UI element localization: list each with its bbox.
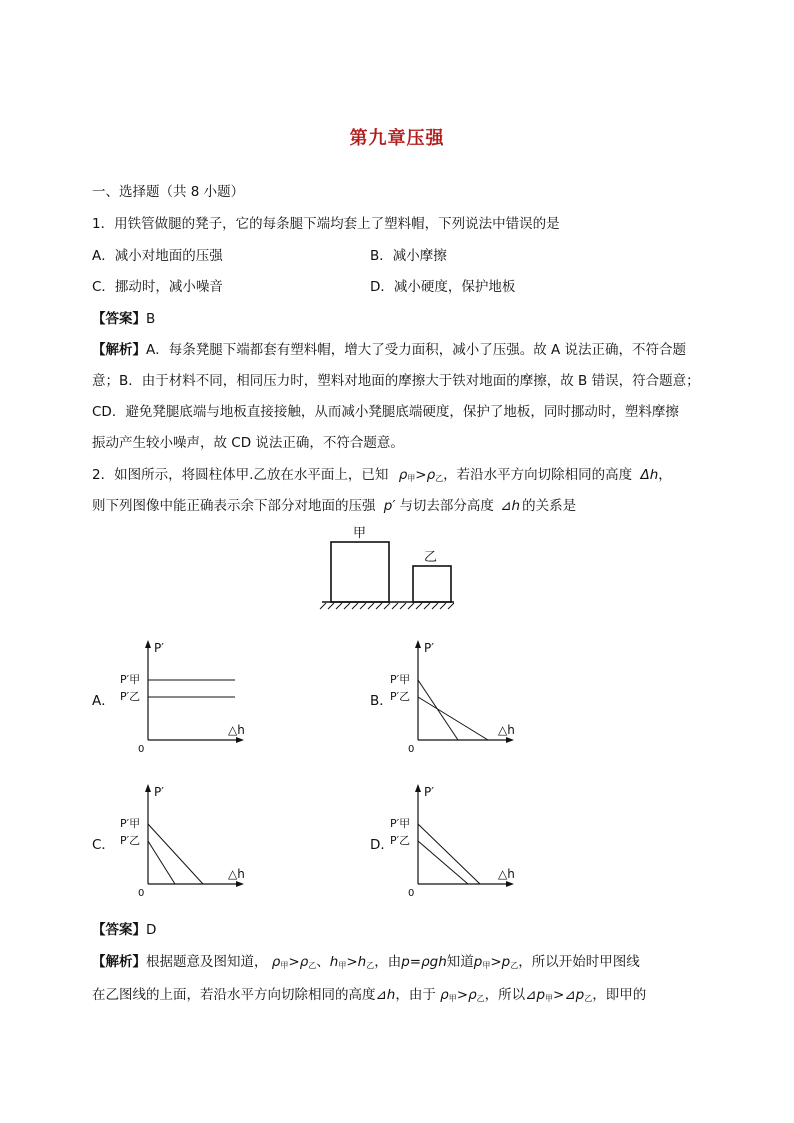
q1-analysis-line-3: CD．避免凳腿底端与地板直接接触，从而减小凳腿底端硬度，保护了地板，同时挪动时，塑料摩擦 bbox=[92, 404, 679, 420]
p-yi-label: P′乙 bbox=[390, 690, 411, 703]
h-symbol: h bbox=[329, 954, 339, 970]
hatch-mark bbox=[432, 603, 438, 609]
cylinder-jia bbox=[331, 542, 389, 602]
hatch-mark bbox=[400, 603, 406, 609]
rho-symbol: ρ bbox=[426, 467, 436, 483]
answer-value: D bbox=[146, 922, 157, 938]
analysis-text: 知道 bbox=[446, 954, 474, 970]
sub-yi: 乙 bbox=[584, 994, 593, 1003]
x-axis-arrow bbox=[236, 737, 244, 743]
x-axis-label: △h bbox=[498, 867, 515, 881]
analysis-text: 根据题意及图知道， bbox=[146, 954, 268, 970]
p-yi-label: P′乙 bbox=[390, 834, 411, 847]
gt-symbol: > bbox=[346, 954, 358, 970]
analysis-text: ，由 bbox=[374, 954, 402, 970]
graph-d[interactable] bbox=[380, 780, 530, 900]
label-yi: 乙 bbox=[424, 550, 438, 565]
hatch-mark bbox=[384, 603, 390, 609]
hatch-mark bbox=[440, 603, 446, 609]
p-jia-label: P′甲 bbox=[120, 673, 141, 686]
origin-label: 0 bbox=[408, 744, 415, 755]
rho-symbol: ρ bbox=[440, 987, 449, 1003]
x-axis-label: △h bbox=[228, 723, 245, 737]
gt-symbol: > bbox=[456, 987, 469, 1003]
rho-symbol: ρ bbox=[299, 954, 309, 970]
y-axis-label: P′ bbox=[154, 641, 164, 655]
hatch-mark bbox=[408, 603, 414, 609]
y-axis-arrow bbox=[145, 784, 151, 792]
line-yi bbox=[418, 697, 488, 740]
hatch-mark bbox=[360, 603, 366, 609]
x-axis-label: △h bbox=[498, 723, 515, 737]
rho-symbol: ρ bbox=[271, 954, 281, 970]
origin-label: 0 bbox=[408, 888, 415, 899]
hatch-mark bbox=[448, 603, 454, 609]
p-symbol: p bbox=[501, 954, 511, 970]
x-axis-arrow bbox=[236, 881, 244, 887]
q2-text: 则下列图像中能正确表示余下部分对地面的压强 bbox=[92, 498, 376, 514]
y-axis-label: P′ bbox=[154, 785, 164, 799]
formula: p=ρgh bbox=[401, 954, 447, 970]
hatch-mark bbox=[392, 603, 398, 609]
sub-jia: 甲 bbox=[280, 961, 289, 970]
hatch-mark bbox=[336, 603, 342, 609]
option-d-label[interactable]: D． bbox=[370, 837, 394, 853]
answer-value: B bbox=[146, 311, 156, 327]
analysis-text: ，所以 bbox=[484, 987, 526, 1003]
rho-symbol: ρ bbox=[468, 987, 477, 1003]
sub-jia: 甲 bbox=[482, 961, 491, 970]
analysis-text: ，所以开始时甲图线 bbox=[518, 954, 640, 970]
option-a-label[interactable]: A． bbox=[92, 693, 115, 709]
analysis-tag: 【解析】 bbox=[92, 954, 146, 970]
y-axis-label: P′ bbox=[424, 641, 434, 655]
sub-jia: 甲 bbox=[407, 474, 416, 483]
q1-option-c[interactable]: C．挪动时，减小噪音 bbox=[92, 279, 223, 295]
q2-text: ，若沿水平方向切除相同的高度 bbox=[443, 467, 633, 483]
gt-symbol: > bbox=[415, 467, 427, 483]
delta-h: Δh bbox=[640, 467, 659, 483]
delta-h: ⊿h bbox=[500, 498, 521, 514]
q2-stem-line-2 bbox=[92, 494, 576, 514]
sub-yi: 乙 bbox=[366, 961, 375, 970]
q1-stem: 1．用铁管做腿的凳子，它的每条腿下端均套上了塑料帽，下列说法中错误的是 bbox=[92, 216, 560, 232]
gt-symbol: > bbox=[288, 954, 300, 970]
graph-b[interactable] bbox=[380, 636, 530, 756]
option-b-label[interactable]: B． bbox=[370, 693, 393, 709]
hatch-mark bbox=[328, 603, 334, 609]
sub-jia: 甲 bbox=[338, 961, 347, 970]
p-jia-label: P′甲 bbox=[120, 817, 141, 830]
x-axis-label: △h bbox=[228, 867, 245, 881]
p-yi-label: P′乙 bbox=[120, 834, 141, 847]
line-yi bbox=[148, 841, 175, 884]
y-axis-label: P′ bbox=[424, 785, 434, 799]
cylinder-yi bbox=[413, 566, 451, 602]
analysis-text: ，即甲的 bbox=[592, 987, 647, 1003]
analysis-text: ，由于 bbox=[395, 987, 436, 1003]
ground-hatch bbox=[320, 603, 454, 609]
q2-text: 2．如图所示，将圆柱体甲.乙放在水平面上，已知 bbox=[92, 467, 389, 483]
hatch-mark bbox=[352, 603, 358, 609]
sub-yi: 乙 bbox=[308, 961, 317, 970]
q2-analysis-line-1 bbox=[92, 950, 640, 971]
graph-a[interactable] bbox=[110, 636, 260, 756]
rho-symbol: ρ bbox=[398, 467, 408, 483]
gt-symbol: > bbox=[490, 954, 502, 970]
analysis-text: 、 bbox=[316, 954, 330, 970]
hatch-mark bbox=[368, 603, 374, 609]
label-jia: 甲 bbox=[353, 526, 367, 541]
graph-c[interactable] bbox=[110, 780, 260, 900]
p-jia-label: P′甲 bbox=[390, 673, 411, 686]
q1-answer bbox=[92, 307, 155, 327]
q1-analysis-line-4: 振动产生较小噪声，故 CD 说法正确，不符合题意。 bbox=[92, 435, 404, 451]
h-symbol: h bbox=[357, 954, 367, 970]
delta-p: ⊿p bbox=[564, 987, 585, 1003]
cylinders-figure bbox=[318, 520, 458, 610]
section-heading: 一、选择题（共 8 小题） bbox=[92, 184, 245, 200]
origin-label: 0 bbox=[138, 888, 145, 899]
answer-tag: 【答案】 bbox=[92, 311, 146, 327]
q2-answer bbox=[92, 918, 156, 938]
x-axis-arrow bbox=[506, 881, 514, 887]
delta-h: ⊿h bbox=[375, 987, 396, 1003]
q2-text: 与切去部分高度 bbox=[399, 498, 494, 514]
line-jia bbox=[418, 680, 458, 740]
hatch-mark bbox=[376, 603, 382, 609]
sub-yi: 乙 bbox=[510, 961, 519, 970]
p-symbol: p bbox=[473, 954, 483, 970]
q1-analysis-line-1 bbox=[92, 338, 686, 358]
origin-label: 0 bbox=[138, 744, 145, 755]
q1-option-b[interactable]: B．减小摩擦 bbox=[370, 248, 447, 264]
p-yi-label: P′乙 bbox=[120, 690, 141, 703]
analysis-tag: 【解析】 bbox=[92, 342, 146, 358]
q2-text: 的关系是 bbox=[522, 498, 577, 514]
p-prime: p′ bbox=[383, 498, 396, 514]
q1-option-a[interactable]: A．减小对地面的压强 bbox=[92, 248, 223, 264]
analysis-text: A．每条凳腿下端都套有塑料帽，增大了受力面积，减小了压强。故 A 说法正确，不符合题 bbox=[146, 342, 687, 358]
delta-p: ⊿p bbox=[525, 987, 546, 1003]
hatch-mark bbox=[424, 603, 430, 609]
hatch-mark bbox=[416, 603, 422, 609]
y-axis-arrow bbox=[415, 784, 421, 792]
sub-jia: 甲 bbox=[545, 994, 554, 1003]
line-yi bbox=[418, 841, 468, 884]
hatch-mark bbox=[320, 603, 326, 609]
y-axis-arrow bbox=[415, 640, 421, 648]
sub-jia: 甲 bbox=[448, 994, 457, 1003]
q1-option-d[interactable]: D．减小硬度，保护地板 bbox=[370, 279, 516, 295]
analysis-text: 在乙图线的上面，若沿水平方向切除相同的高度 bbox=[92, 987, 376, 1003]
sub-yi: 乙 bbox=[476, 994, 485, 1003]
q2-stem-line-1 bbox=[92, 463, 672, 484]
y-axis-arrow bbox=[145, 640, 151, 648]
q2-text: ， bbox=[658, 467, 672, 483]
page-title: 第九章压强 bbox=[349, 128, 445, 149]
sub-yi: 乙 bbox=[435, 474, 444, 483]
hatch-mark bbox=[344, 603, 350, 609]
q1-analysis-line-2: 意；B．由于材料不同，相同压力时，塑料对地面的摩擦大于铁对地面的摩擦，故 B 错误，符合题意； bbox=[92, 373, 700, 389]
gt-symbol: > bbox=[553, 987, 565, 1003]
q2-analysis-line-2 bbox=[92, 983, 646, 1004]
option-c-label[interactable]: C． bbox=[92, 837, 115, 853]
line-jia bbox=[418, 824, 480, 884]
x-axis-arrow bbox=[506, 737, 514, 743]
answer-tag: 【答案】 bbox=[92, 922, 146, 938]
p-jia-label: P′甲 bbox=[390, 817, 411, 830]
